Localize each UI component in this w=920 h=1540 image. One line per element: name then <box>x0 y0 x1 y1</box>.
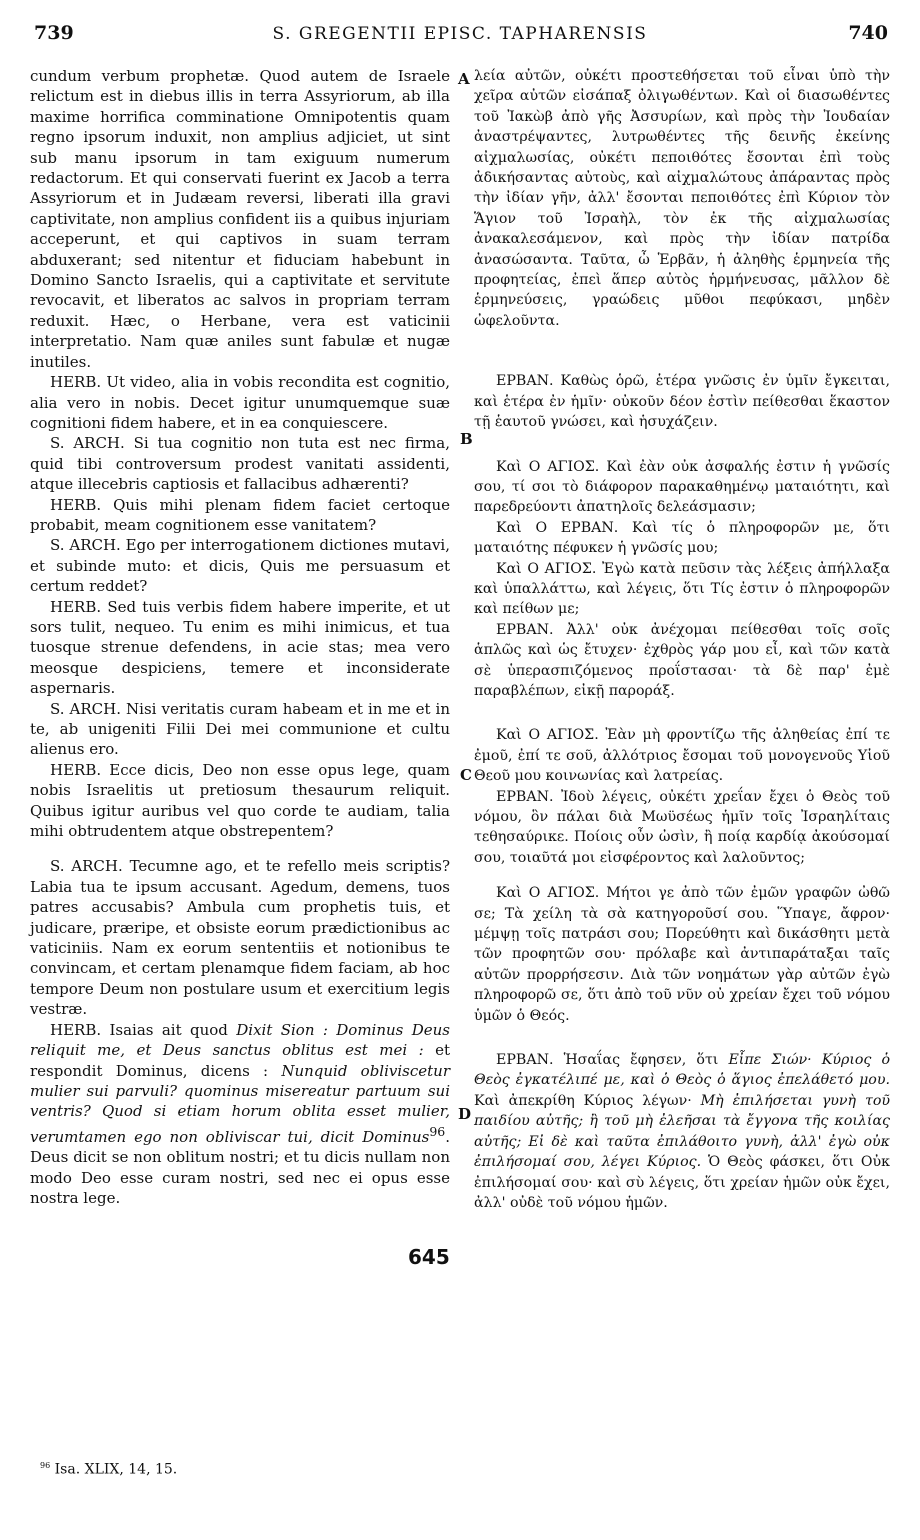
page-number-right: 740 <box>848 22 888 44</box>
greek-column <box>474 66 890 1213</box>
latin-text: . Deus dicit se non oblitum nostri; et tu dicis nullam non modo Deo esse curam nostri, sed nec ei opus esse nostra lege. <box>30 1127 450 1207</box>
running-title: S. GREGENTII EPISC. TAPHARENSIS <box>272 24 648 44</box>
footnote-mark: 96 <box>40 1461 51 1470</box>
greek-paragraph: ΕΡΒΑΝ. Καθὼς ὁρῶ, ἑτέρα γνῶσις ἐν ὑμῖν ἔγκειται, καὶ ἑτέρα ἐν ἡμῖν· οὐκοῦν δέον ἐστὶν πείθεσθαι ἕκαστον τῇ ἑαυτοῦ γνώσει, καὶ ἡσυχάζειν. <box>474 373 890 431</box>
latin-quotation: Dixit Sion : Dominus Deus reliquit me, et Deus sanctus oblitus est mei : <box>30 1020 450 1060</box>
greek-paragraph: Καὶ Ο ΑΓΙΟΣ. Ἐὰν μὴ φροντίζω τῆς ἀληθείας ἐπί τε ἐμοῦ, ἐπί τε σοῦ, ἀλλότριος ἔσομαι τοῦ μονογενοῦς Υἱοῦ Θεοῦ μου κοινωνίας καὶ λατρείας. <box>474 727 890 785</box>
greek-quotation: Εἶπε Σιών· Κύριος ὁ Θεὸς ἐγκατέλιπέ με, καὶ ὁ Θεὸς ὁ ἅγιος ἐπελάθετό μου. <box>474 1052 890 1089</box>
latin-quotation: Nunquid obliviscetur mulier sui parvuli? quominus misereatur partuum sui ventris? Quod si etiam horum oblita esset mulier, verumtamen ego non obliviscar tui, dicit Dominus <box>30 1061 450 1146</box>
latin-paragraph: S. ARCH. Tecumne ago, et te refello meis scriptis? Labia tua te ipsum accusant. Agedum, demens, tuos patres accusabis? Ambula cum prophetis tuis, et judicare, præripe, et obsiste eorum prædictionibus ac vaticiniis. Nam ex eorum sententiis et notionibus te convincam, et certam plenamque fidem faciam, ab hoc tempore Deum non postulare usum et exercitium legis vestræ. <box>30 857 450 1019</box>
margin-letter-d: D <box>458 1105 472 1123</box>
greek-paragraph: ΕΡΒΑΝ. Ἀλλ' οὐκ ἀνέχομαι πείθεσθαι τοῖς σοῖς ἁπλῶς καὶ ὡς ἔτυχεν· ἐχθρὸς γάρ μου εἶ, καὶ τῶν κατὰ σὲ ὑπερασπιζόμενος προΐστασαι· τὰ δὲ παρ' ἐμὲ παραβλέπων, εἰκῇ παροράξ. <box>474 621 890 699</box>
footnote-text: Isa. XLIX, 14, 15. <box>50 1461 178 1478</box>
greek-text: ΕΡΒΑΝ. Ἡσαΐας ἔφησεν, ὅτι <box>496 1052 729 1069</box>
page-number-left: 739 <box>34 22 74 44</box>
greek-paragraph: Καὶ Ο ΕΡΒΑΝ. Καὶ τίς ὁ πληροφορῶν με, ὅτι ματαιότης πέφυκεν ἡ γνῶσίς μου; <box>474 519 890 557</box>
greek-quotation: Μὴ ἐπιλήσεται γυνὴ τοῦ παιδίου αὐτῆς; ἢ τοῦ μὴ ἐλεῆσαι τὰ ἔγγονα τῆς κοιλίας αὐτῆς; Εἰ δὲ καὶ ταῦτα ἐπιλάθοιτο γυνὴ, ἀλλ' ἐγὼ οὐκ ἐπιλήσομαί σου, λέγει Κύριος. <box>474 1092 890 1171</box>
latin-paragraph: HERB. Ecce dicis, Deo non esse opus lege, quam nobis Israelitis ut pretiosum thesaurum reliquit. Quibus igitur auribus vel quo corde te audiam, talia mihi obtrudentem atque obstrepentem? <box>30 760 450 841</box>
latin-paragraph: HERB. Sed tuis verbis fidem habere imperite, et ut sors tulit, nequeo. Tu enim es mihi inimicus, et tua tuosque strenue defendens, in acie stas; mea vero meosque despiciens, temere et inconsiderate aspernaris. <box>30 597 450 698</box>
latin-paragraph: S. ARCH. Ego per interrogationem dictiones mutavi, et subinde muto: et dicis, Quis me persuasum et certum reddet? <box>30 536 450 596</box>
latin-text: et respondit Dominus, dicens : <box>30 1041 450 1080</box>
greek-paragraph: ΕΡΒΑΝ. Ἰδοὺ λέγεις, οὐκέτι χρεΐαν ἔχει ὁ Θεὸς τοῦ νόμου, ὃν πάλαι διὰ Μωϋσέως ἡμῖν τοῖς Ἰσραηλίταις τεθησαύρικε. Ποίοις οὖν ὠσὶν, ἢ ποίᾳ καρδίᾳ ἀκούσομαί σου, τοιαῦτά μοι εἰσφέροντος καὶ λαλοῦντος; <box>474 788 890 866</box>
latin-paragraph: HERB. Quis mihi plenam fidem faciet certoque probabit, meam cognitionem esse vanitatem? <box>30 495 450 534</box>
column-number: 645 <box>408 1245 450 1269</box>
latin-column <box>30 66 450 1208</box>
greek-paragraph: Καὶ Ο ΑΓΙΟΣ. Μήτοι γε ἀπὸ τῶν ἐμῶν γραφῶν ὠθῶ σε; Τὰ χείλη τὰ σὰ κατηγοροῦσί σου. Ὕπαγε, ἄφρον· μέμψῃ τοῖς πατράσι σου; Πορεύθητι καὶ δικάσθητι μετὰ τῶν προφητῶν σου· πρόλαβε καὶ ἀντιπαράταξαι ταῖς αὐτῶν προρρήσεσιν. Διὰ τῶν νοημάτων γὰρ αὐτῶν ἐγὼ πληροφορῶ σε, ὅτι ἀπὸ τοῦ νῦν οὐ χρείαν ἔχει τοῦ νόμου ὑμῶν ὁ Θεός. <box>474 885 890 1024</box>
latin-text: HERB. Isaias ait quod <box>50 1020 237 1039</box>
greek-paragraph: λεία αὐτῶν, οὐκέτι προστεθήσεται τοῦ εἶναι ὑπὸ τὴν χεῖρα αὐτῶν εἰσάπαξ ὀλιγωθέντων. Καὶ οἱ διασωθέντες τοῦ Ἰακὼβ ἀπὸ γῆς Ἀσσυρίων, καὶ πρὸς τὴν Ἰουδαίαν ἀναστρέψαντες, λυτρωθέντες τῆς δεινῆς ἐκείνης αἰχμαλωσίας, οὐκέτι πεποιθότες ἔσονται ἐπὶ τοὺς ἀδικήσαντας αὐτοὺς, καὶ αἰχμαλώτους ἀπάραντας πρὸς τὴν ἰδίαν γῆν, ἀλλ' ἔσονται πεποιθότες ἐπὶ Κύριον τὸν Ἅγιον τοῦ Ἰσραὴλ, τὸν ἐκ τῆς αἰχμαλωσίας ἀνακαλεσάμενον, καὶ πρὸς τὴν ἰδίαν πατρίδα ἀνασώσαντα. Ταῦτα, ὦ Ἑρβᾶν, ἡ ἀληθὴς ἑρμηνεία τῆς προφητείας, ἐπεὶ ἅπερ αὐτὸς ἡρμήνευσας, μᾶλλον δὲ ἑρμηνεύσεις, γραώδεις μῦθοι πεφύκασι, μηδὲν ὠφελοῦντα. <box>474 68 890 329</box>
greek-paragraph: Καὶ Ο ΑΓΙΟΣ. Καὶ ἐὰν οὐκ ἀσφαλής ἐστιν ἡ γνῶσίς σου, τί σοι τὸ διάφορον παρακαθημένῳ ματαιότητι, καὶ παρεδρεύοντι ἀπατηλοῖς δελεάσμασιν; <box>474 458 890 516</box>
latin-paragraph: HERB. Ut video, alia in vobis recondita est cognitio, alia vero in nobis. Decet igitur unumquemque suæ cognitioni fidem habere, et in ea conquiescere. <box>30 373 450 432</box>
latin-paragraph-isaiah <box>30 1020 450 1209</box>
latin-paragraph: cundum verbum prophetæ. Quod autem de Israele relictum est in diebus illis in terra Assyriorum, ab illa maxime horrifica comminatione Omnipotentis quam regno ipsorum induxit, non amplius adjiciet, ut sint sub manu ipsorum in tam exiguum numerum redactorum. Et qui conservati fuerint ex Jacob a terra Assyriorum et in Judæam reversi, liberati illa gravi captivitate, non amplius confident iis a quibus injuriam acceperunt, et qui captivos in suam terram abduxerant; sed nitentur et fiduciam habebunt in Domino Sancto Israelis, qui a captivitate et servitute revocavit, et liberatos ac salvos in propriam terram reduxit. Hæc, o Herbane, vera est vaticinii interpretatio. Nam quæ aniles sunt fabulæ et nugæ inutiles. <box>30 67 450 371</box>
footnote-reference: 96 <box>429 1123 446 1139</box>
greek-paragraph-isaiah <box>474 1050 890 1213</box>
running-header <box>28 22 892 50</box>
margin-letter-b: B <box>460 430 473 448</box>
latin-paragraph: S. ARCH. Nisi veritatis curam habeam et in me et in te, ab unigeniti Filii Dei mei communione et cultu alienus ero. <box>30 699 450 759</box>
footnote <box>40 1461 177 1478</box>
margin-letter-a: A <box>458 70 470 88</box>
greek-text: Ὁ Θεὸς φάσκει, ὅτι Οὐκ ἐπιλήσομαί σου· καὶ σὺ λέγεις, ὅτι χρείαν ἡμῶν οὐκ ἔχει, ἀλλ' οὐδὲ τοῦ νόμου ἡμῶν. <box>474 1154 891 1211</box>
greek-text: Καὶ ἀπεκρίθη Κύριος λέγων· <box>474 1092 701 1109</box>
greek-paragraph: Καὶ Ο ΑΓΙΟΣ. Ἐγὼ κατὰ πεῦσιν τὰς λέξεις ἀπήλλαξα καὶ ὑπαλλάττω, καὶ λέγεις, ὅτι Τίς ἐστιν ὁ πληροφορῶν καὶ πείθων με; <box>474 560 890 618</box>
latin-paragraph: S. ARCH. Si tua cognitio non tuta est nec firma, quid tibi controversum prodest vanitati assidenti, atque illecebris captiosis et fallacibus adhærenti? <box>30 434 450 494</box>
margin-letter-c: C <box>460 766 472 784</box>
